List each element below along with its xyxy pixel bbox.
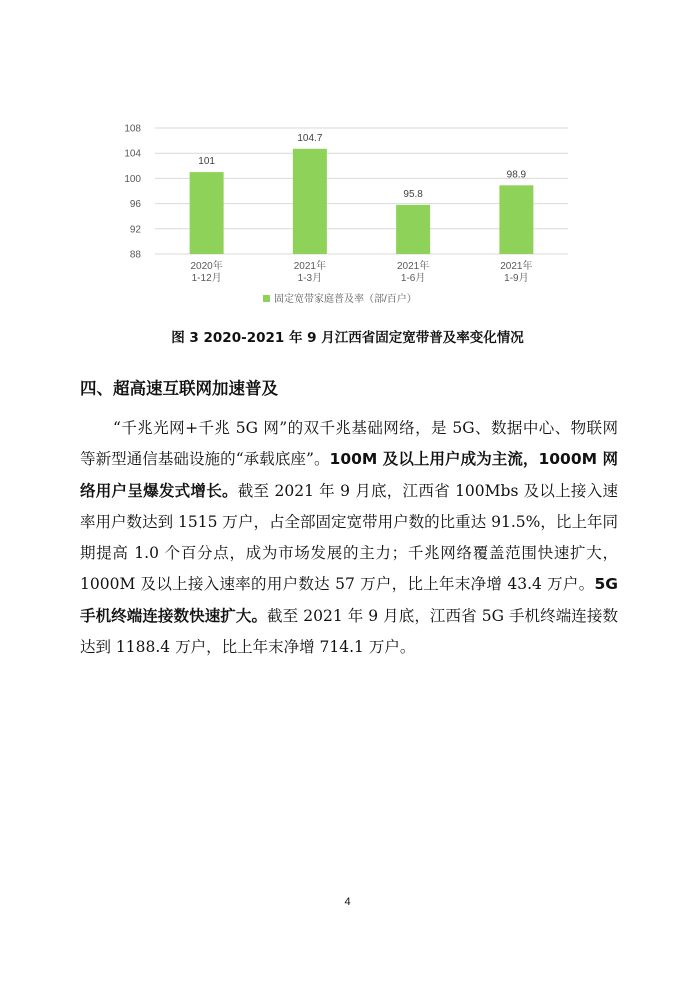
y-tick-label: 108 bbox=[124, 123, 141, 135]
paragraph-text-1: “千兆光网+千兆 5G 网”的双千兆基础网络，是 5G、数据中心、物联网等新型通信基础设施的“承载底座”。 bbox=[80, 419, 618, 469]
x-tick-label: 1-9月 bbox=[504, 273, 529, 284]
x-axis bbox=[191, 259, 533, 284]
x-tick-label: 1-6月 bbox=[400, 273, 426, 284]
paragraph-text-2: 截至 2021 年 9 月底，江西省 100Mbs 及以上接入速率用户数达到 1515 万户，占全部固定宽带用户数的比重达 91.5%，比上年同期提高 1.0 个百分点，成为市场发展的主力；千兆网络覆盖范围快速扩大，1000M 及以上接入速率的用户数达 57 万户，比上年末净增 43.4 万户。 bbox=[80, 481, 618, 594]
paragraph-highlight-1: 100M 及以上用户成为主流，1000M 网络用户呈爆发式增长。 bbox=[80, 450, 618, 500]
x-tick-label: 1-3月 bbox=[297, 273, 323, 284]
y-tick-label: 88 bbox=[129, 249, 141, 261]
y-tick-label: 100 bbox=[124, 173, 141, 185]
x-tick-label: 1-12月 bbox=[191, 273, 222, 284]
y-axis bbox=[124, 124, 141, 261]
data-label: 101 bbox=[198, 156, 215, 168]
x-tick-label: 2021年 bbox=[293, 261, 326, 272]
chart-bars bbox=[190, 133, 534, 254]
data-label: 98.9 bbox=[506, 169, 527, 181]
section-heading: 四、超高速互联网加速普及 bbox=[80, 379, 278, 398]
x-tick-label: 2020年 bbox=[190, 261, 223, 272]
paragraph-text-3: 截至 2021 年 9 月底，江西省 5G 手机终端连接数达到 1188.4 万户，比上年末净增 714.1 万户。 bbox=[80, 606, 618, 657]
paragraph-highlight-2: 5G 手机终端连接数快速扩大。 bbox=[80, 575, 618, 625]
bar bbox=[396, 205, 430, 254]
bar bbox=[190, 172, 224, 254]
data-label: 95.8 bbox=[403, 188, 423, 200]
data-label: 104.7 bbox=[297, 132, 323, 144]
body-paragraph bbox=[80, 413, 618, 663]
x-tick-label: 2021年 bbox=[397, 261, 430, 272]
figure-caption: 图 3 2020-2021 年 9 月江西省固定宽带普及率变化情况 bbox=[171, 330, 524, 346]
page-number: 4 bbox=[344, 896, 351, 908]
y-tick-label: 104 bbox=[124, 148, 141, 160]
x-tick-label: 2021年 bbox=[500, 261, 533, 272]
y-tick-label: 96 bbox=[129, 199, 141, 211]
bar bbox=[499, 185, 533, 254]
chart-legend bbox=[263, 292, 417, 305]
broadband-penetration-chart bbox=[110, 118, 580, 313]
legend-label: 固定宽带家庭普及率（部/百户） bbox=[274, 294, 417, 305]
legend-swatch bbox=[263, 295, 270, 302]
bar bbox=[293, 149, 327, 254]
y-tick-label: 92 bbox=[129, 224, 141, 236]
